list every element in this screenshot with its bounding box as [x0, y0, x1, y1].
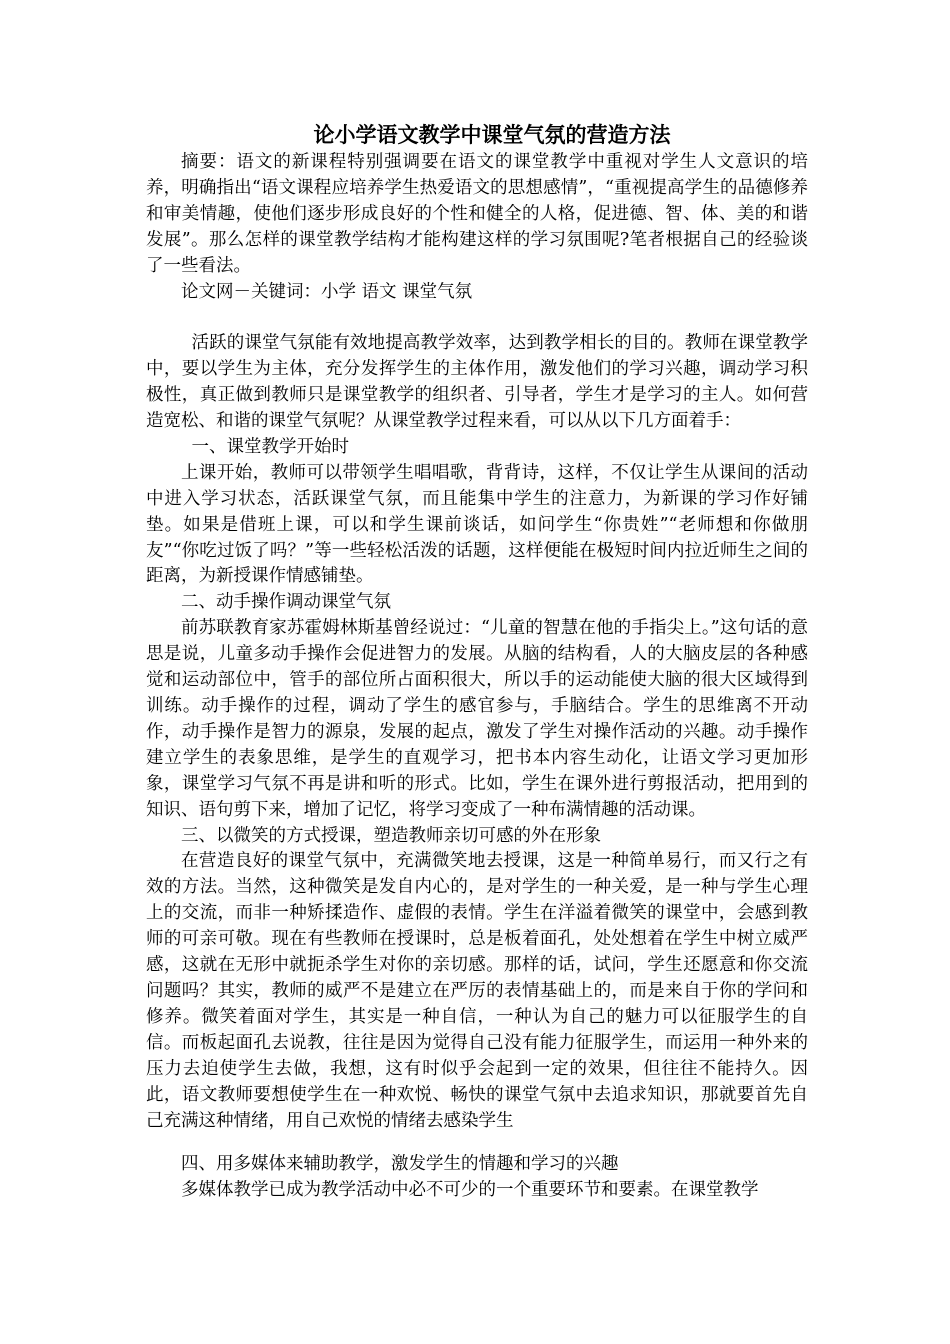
section-2-paragraph: 前苏联教育家苏霍姆林斯基曾经说过：“儿童的智慧在他的手指尖上。”这句话的意思是说，儿童多动手操作会促进智力的发展。从脑的结构看，人的大脑皮层的各种感觉和运动部位中，管手的部位所占面积很大，所以手的运动能使大脑的很大区域得到训练。动手操作的过程，调动了学生的感官参与，手脑结合。学生的思维离不开动作，动手操作是智力的源泉，发展的起点，激发了学生对操作活动的兴趣。动手操作建立学生的表象思维，是学生的直观学习，把书本内容生动化，让语文学习更加形象，课堂学习气氛不再是讲和听的形式。比如，学生在课外进行剪报活动，把用到的知识、语句剪下来，增加了记忆，将学习变成了一种布满情趣的活动课。 [146, 618, 808, 820]
keywords-line: 论文网－关键词：小学 语文 课堂气氛 [181, 281, 473, 302]
section-3-heading: 三、以微笑的方式授课，塑造教师亲切可感的外在形象 [181, 825, 601, 846]
section-4-paragraph: 多媒体教学已成为教学活动中必不可少的一个重要环节和要素。在课堂教学 [181, 1180, 759, 1201]
section-4-heading: 四、用多媒体来辅助教学，激发学生的情趣和学习的兴趣 [181, 1154, 619, 1175]
section-3-paragraph: 在营造良好的课堂气氛中，充满微笑地去授课，这是一种简单易行，而又行之有效的方法。当然，这种微笑是发自内心的，是对学生的一种关爱，是一种与学生心理上的交流，而非一种矫揉造作、虚假的表情。学生在洋溢着微笑的课堂中，会感到教师的可亲可敬。现在有些教师在授课时，总是板着面孔，处处想着在学生中树立威严感，这就在无形中就扼杀学生对你的亲切感。那样的话，试问，学生还愿意和你交流问题吗？其实，教师的威严不是建立在严厉的表情基础上的，而是来自于你的学问和修养。微笑着面对学生，其实是一种自信，一种认为自己的魅力可以征服学生的自信。而板起面孔去说教，往往是因为觉得自己没有能力征服学生，而运用一种外来的压力去迫使学生去做，我想，这有时似乎会起到一定的效果，但往往不能持久。因此，语文教师要想使学生在一种欢悦、畅快的课堂气氛中去追求知识，那就要首先自己充满这种情绪，用自己欢悦的情绪去感染学生 [146, 851, 808, 1131]
abstract-paragraph: 摘要：语文的新课程特别强调要在语文的课堂教学中重视对学生人文意识的培养，明确指出“语文课程应培养学生热爱语文的思想感情”，“重视提高学生的品德修养和审美情趣，使他们逐步形成良好的个性和健全的人格，促进德、智、体、美的和谐发展”。那么怎样的课堂教学结构才能构建这样的学习氛围呢?笔者根据自己的经验谈了一些看法。 [146, 152, 808, 276]
document-title: 论小学语文教学中课堂气氛的营造方法 [313, 123, 671, 147]
section-1-heading: 一、课堂教学开始时 [191, 436, 349, 457]
section-2-heading: 二、动手操作调动课堂气氛 [181, 592, 391, 613]
blank-line [146, 305, 808, 331]
blank-line [146, 1134, 808, 1152]
section-1-paragraph: 上课开始，教师可以带领学生唱唱歌，背背诗，这样，不仅让学生从课间的活动中进入学习状态，活跃课堂气氛，而且能集中学生的注意力，为新课的学习作好铺垫。如果是借班上课，可以和学生课前谈话，如问学生“你贵姓”“老师想和你做朋友”“你吃过饭了吗？”等一些轻松活泼的话题，这样便能在极短时间内拉近师生之间的距离，为新授课作情感铺垫。 [146, 462, 808, 587]
intro-paragraph: 活跃的课堂气氛能有效地提高教学效率，达到教学相长的目的。教师在课堂教学中，要以学生为主体，充分发挥学生的主体作用，激发他们的学习兴趣，调动学习积极性，真正做到教师只是课堂教学的组织者、引导者，学生才是学习的主人。如何营造宽松、和谐的课堂气氛呢？从课堂教学过程来看，可以从以下几方面着手： [146, 333, 808, 432]
document-page [146, 120, 808, 1204]
